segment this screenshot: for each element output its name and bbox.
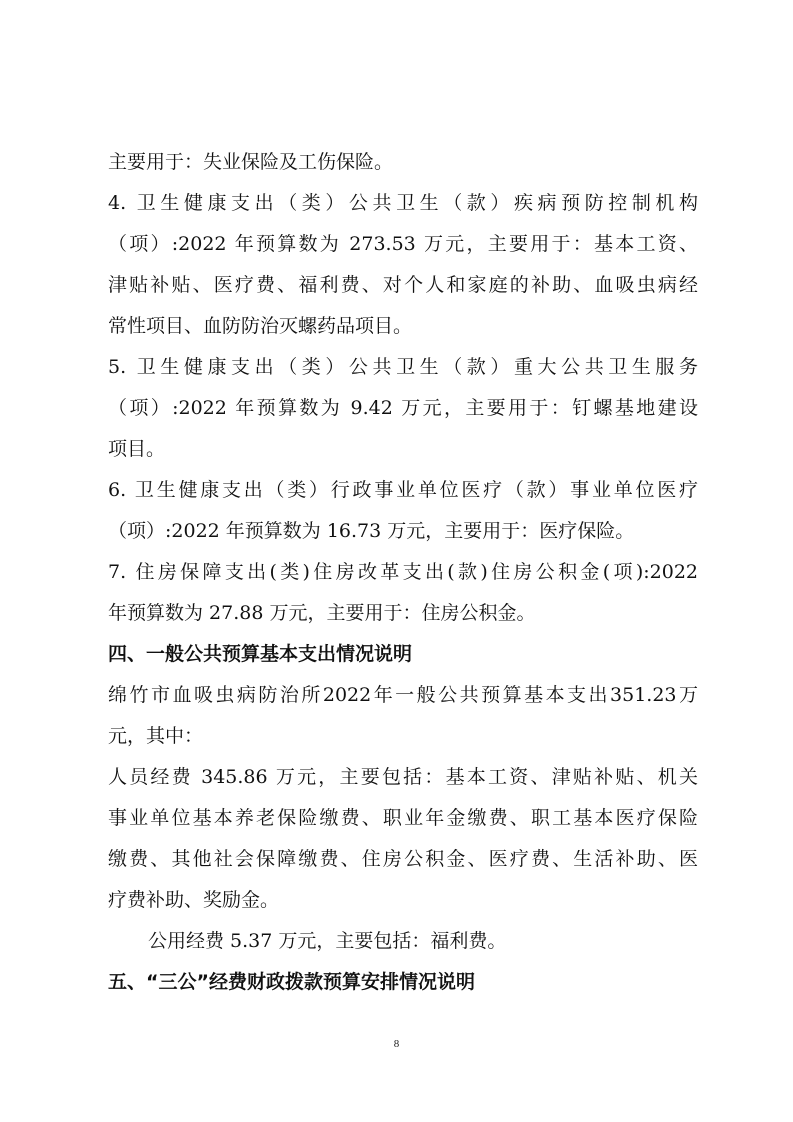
text-line: 7. 住房保障支出(类)住房改革支出(款)住房公积金(项):2022: [108, 561, 698, 583]
text-line: （项）:2022 年预算数为 9.42 万元，主要用于：钉螺基地建设: [108, 397, 698, 419]
text-line: 缴费、其他社会保障缴费、住房公积金、医疗费、生活补助、医: [108, 848, 698, 870]
page-number: 8: [393, 1038, 400, 1050]
text-line: 公用经费 5.37 万元，主要包括：福利费。: [148, 930, 507, 952]
text-line: 常性项目、血防防治灭螺药品项目。: [108, 315, 413, 337]
text-line: 5. 卫生健康支出（类）公共卫生（款）重大公共卫生服务: [108, 356, 698, 378]
text-line: 津贴补贴、医疗费、福利费、对个人和家庭的补助、血吸虫病经: [108, 274, 698, 296]
text-line: 疗费补助、奖励金。: [108, 889, 280, 911]
section-heading: 五、“三公”经费财政拨款预算安排情况说明: [108, 971, 475, 993]
body-text: [108, 142, 698, 1003]
section-heading: 四、一般公共预算基本支出情况说明: [108, 643, 413, 665]
text-line: （项）:2022 年预算数为 16.73 万元，主要用于：医疗保险。: [108, 520, 635, 542]
text-line: 事业单位基本养老保险缴费、职业年金缴费、职工基本医疗保险: [108, 807, 698, 829]
text-line: 元，其中：: [108, 725, 204, 747]
text-line: （项）:2022 年预算数为 273.53 万元，主要用于：基本工资、: [108, 233, 698, 255]
text-line: 主要用于：失业保险及工伤保险。: [108, 151, 394, 173]
text-line: 6. 卫生健康支出（类）行政事业单位医疗（款）事业单位医疗: [108, 479, 698, 501]
text-line: 4. 卫生健康支出（类）公共卫生（款）疾病预防控制机构: [108, 192, 698, 214]
text-line: 年预算数为 27.88 万元，主要用于：住房公积金。: [108, 602, 536, 624]
text-line: 绵竹市血吸虫病防治所2022年一般公共预算基本支出351.23万: [108, 684, 698, 706]
text-line: 人员经费 345.86 万元，主要包括：基本工资、津贴补贴、机关: [108, 766, 698, 788]
text-line: 项目。: [108, 438, 166, 460]
